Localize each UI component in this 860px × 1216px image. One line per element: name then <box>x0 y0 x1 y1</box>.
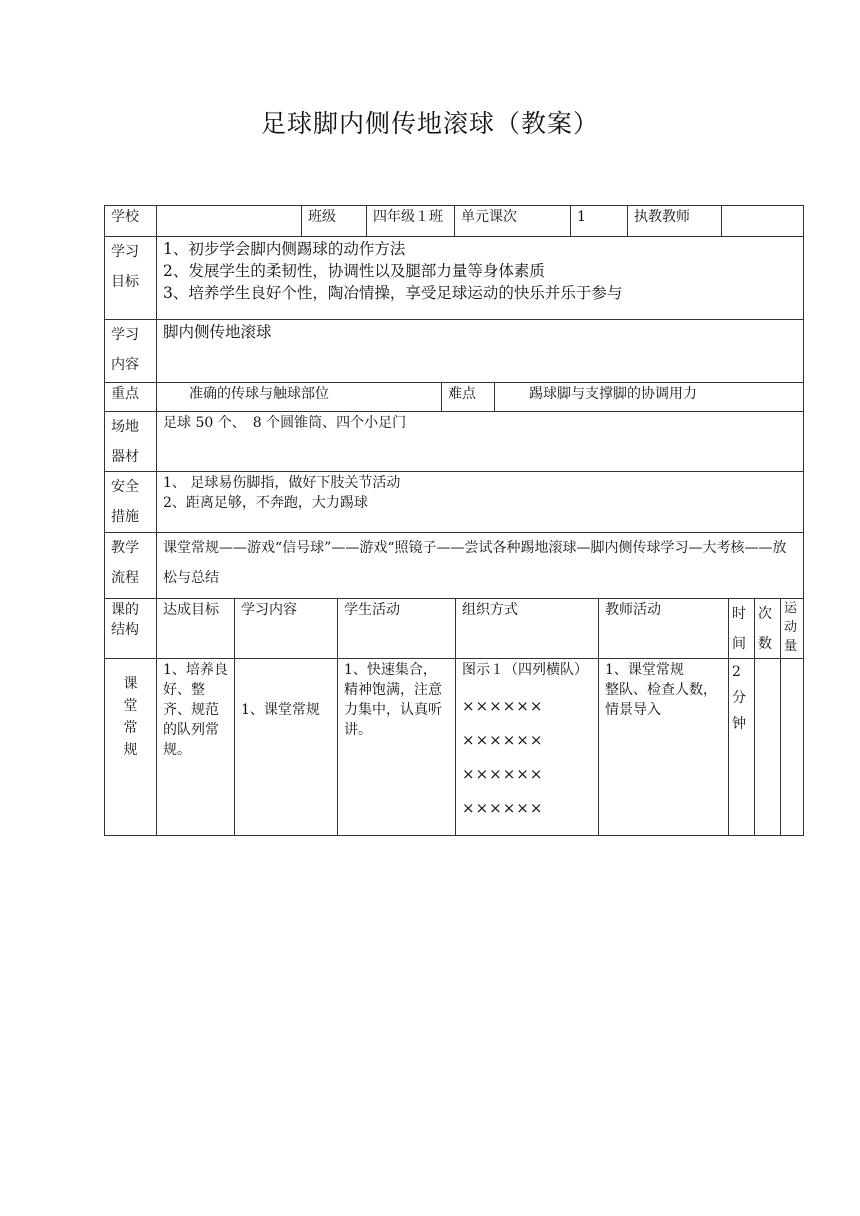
routine-part-char: 常 <box>123 720 138 736</box>
header-time-2: 间 <box>732 636 746 652</box>
header-structure-2: 结构 <box>111 622 139 638</box>
routine-organization <box>455 658 599 836</box>
school-value <box>156 205 302 237</box>
process-label-1: 教学 <box>111 540 139 556</box>
equipment-text: 足球 50 个、 8 个圆锥筒、四个小足门 <box>156 411 804 472</box>
routine-part-char: 规 <box>123 742 138 758</box>
goals-label-1: 学习 <box>111 244 139 260</box>
teacher-activity-2: 整队、检查人数，情景导入 <box>605 682 717 718</box>
equipment-label <box>104 411 157 472</box>
header-load <box>780 598 804 659</box>
content-label-2: 内容 <box>111 357 139 373</box>
routine-time-char: 钟 <box>732 716 746 732</box>
goals-label <box>104 236 157 320</box>
goal-item: 1、初步学会脚内侧踢球的动作方法 <box>163 240 406 258</box>
header-count-1: 次 <box>758 606 772 622</box>
header-content: 学习内容 <box>234 598 338 659</box>
safety-label-2: 措施 <box>111 509 139 525</box>
teacher-value <box>721 205 804 237</box>
class-value: 四年级１班 <box>366 205 455 237</box>
routine-time-char: 2 <box>732 664 741 680</box>
header-load-3: 量 <box>784 639 798 654</box>
header-count-2: 数 <box>758 636 772 652</box>
routine-time-char: 分 <box>732 690 746 706</box>
goal-item: 2、发展学生的柔韧性，协调性以及腿部力量等身体素质 <box>163 262 545 280</box>
header-goal: 达成目标 <box>156 598 235 659</box>
header-load-1: 运 <box>784 601 798 616</box>
safety-label-1: 安全 <box>111 479 139 495</box>
header-structure <box>104 598 157 659</box>
equipment-label-2: 器材 <box>111 449 139 465</box>
routine-part-char: 课 <box>123 676 138 692</box>
key-text: 准确的传球与触球部位 <box>156 382 442 412</box>
organization-title: 图示１（四列横队） <box>462 662 588 678</box>
header-count <box>754 598 781 659</box>
header-teacher: 教师活动 <box>598 598 729 659</box>
difficulty-text: 踢球脚与支撑脚的协调用力 <box>494 382 804 412</box>
routine-load <box>780 658 804 836</box>
teacher-label: 执教教师 <box>627 205 722 237</box>
safety-item: 1、 足球易伤脚指，做好下肢关节活动 <box>163 475 401 491</box>
teacher-activity-1: 1、课堂常规 <box>605 662 684 678</box>
safety-item: 2、距离足够，不奔跑，大力踢球 <box>163 495 368 511</box>
process-label-2: 流程 <box>111 570 139 586</box>
unit-label: 单元课次 <box>454 205 571 237</box>
difficulty-label: 难点 <box>441 382 495 412</box>
class-label: 班级 <box>301 205 367 237</box>
process-text: 课堂常规——游戏“信号球”——游戏“照镜子——尝试各种踢地滚球—脚内侧传球学习—大考核——放松与总结 <box>156 532 804 599</box>
page-title: 足球脚内侧传地滚球（教案） <box>260 109 599 138</box>
formation-row: ×××××× <box>462 697 544 715</box>
school-label: 学校 <box>104 205 157 237</box>
routine-time <box>728 658 755 836</box>
routine-goal: 1、培养良好、整齐、规范的队列常规。 <box>156 658 235 836</box>
header-time-1: 时 <box>732 606 746 622</box>
routine-teacher <box>598 658 729 836</box>
formation-row: ×××××× <box>462 731 544 749</box>
header-organization: 组织方式 <box>455 598 599 659</box>
routine-part-char: 堂 <box>123 698 138 714</box>
header-time <box>728 598 755 659</box>
goal-item: 3、培养学生良好个性，陶冶情操，享受足球运动的快乐并乐于参与 <box>163 284 623 302</box>
process-label <box>104 532 157 599</box>
goals-content <box>156 236 804 320</box>
safety-label <box>104 471 157 533</box>
safety-content <box>156 471 804 533</box>
content-label-1: 学习 <box>111 327 139 343</box>
header-load-2: 动 <box>784 620 798 635</box>
header-structure-1: 课的 <box>111 602 139 618</box>
routine-part <box>104 658 157 836</box>
routine-content: 1、课堂常规 <box>234 658 338 836</box>
routine-count <box>754 658 781 836</box>
formation-row: ×××××× <box>462 799 544 817</box>
equipment-label-1: 场地 <box>111 419 139 435</box>
goals-label-2: 目标 <box>111 274 139 290</box>
routine-student: 1、快速集合，精神饱满，注意力集中，认真听讲。 <box>337 658 456 836</box>
header-student: 学生活动 <box>337 598 456 659</box>
unit-value: 1 <box>570 205 628 237</box>
content-label <box>104 319 157 383</box>
formation-row: ×××××× <box>462 765 544 783</box>
content-text: 脚内侧传地滚球 <box>156 319 804 383</box>
key-label: 重点 <box>104 382 157 412</box>
